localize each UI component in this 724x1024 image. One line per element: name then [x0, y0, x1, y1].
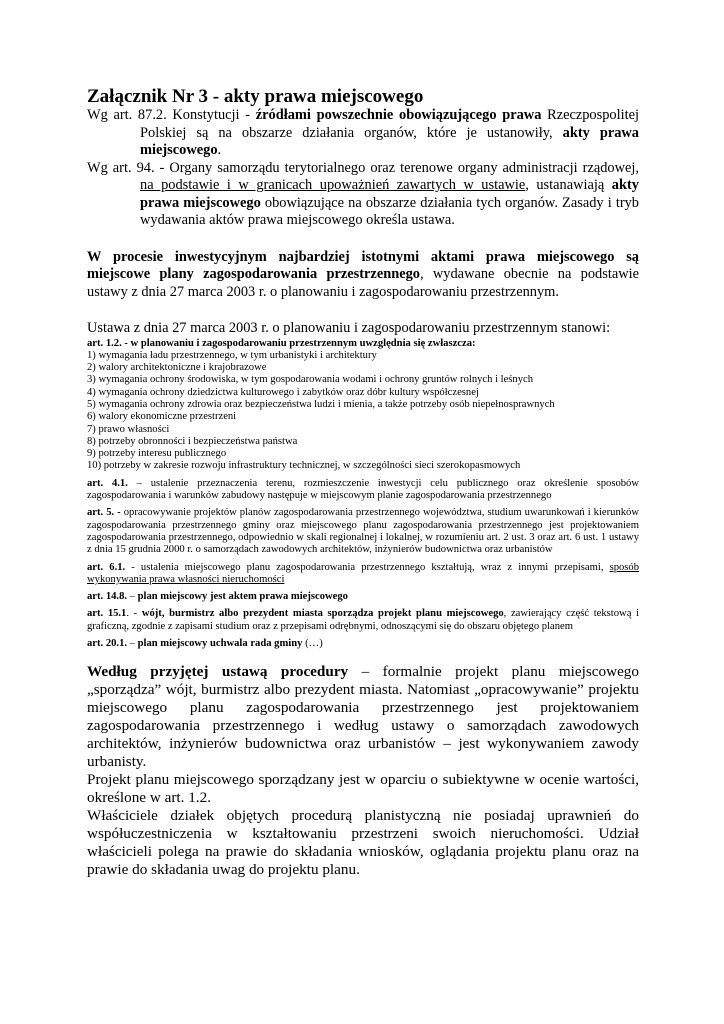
text: opracowywanie projektów planów zagospodarowania przestrzennego województwa, studium uwarunkowań i kierunków zagospodarowania przestrzennego gminy oraz miejscowego planu zagospodarowania przestrzennego jest projektowaniem zagospodarowania przestrzennego, odpowiednio w skali regionalnej i lokalnej, w rozumieniu art. 2 ust. 3 oraz art. 6 ust. 1 ustawy z dnia 15 grudnia 2000 r. o samorządach zawodowych architektów, inżynierów budownictwa oraz urbanistów	[87, 507, 639, 556]
bold-text: art. 20.1.	[87, 638, 128, 650]
bold-text: art. 4.1.	[87, 477, 128, 489]
list-item: 10) potrzeby w zakresie rozwoju infrastruktury technicznej, w szczególności sieci szerokopasmowych	[87, 460, 521, 472]
text: (…)	[302, 638, 323, 650]
bold-text: Według przyjętej ustawą procedury	[87, 663, 349, 681]
art-20-1	[87, 638, 639, 650]
list-item: 3) wymagania ochrony środowiska, w tym gospodarowania wodami i ochrony gruntów rolnych i leśnych	[87, 374, 534, 386]
bold-text: art. 15.1	[87, 608, 127, 620]
art-1-2-heading	[87, 338, 639, 350]
text: Rzeczpospolitej Polskiej są na obszarze działania organów, które je ustanowiły,	[140, 107, 640, 141]
spacer	[87, 230, 639, 249]
text: Wg art. 94. - Organy samorządu terytorialnego oraz terenowe organy administracji rządowej,	[87, 159, 639, 176]
paragraph-statute-intro: Ustawa z dnia 27 marca 2003 r. o planowaniu i zagospodarowaniu przestrzennym stanowi:	[87, 320, 611, 336]
text: –	[127, 638, 138, 650]
text: , wydawane obecnie na podstawie ustawy z dnia 27 marca 2003 r. o planowaniu i zagospodarowaniu przestrzennym.	[87, 266, 639, 300]
text: , ustanawiają	[525, 177, 612, 193]
art-1-2-list	[87, 350, 639, 473]
bold-text: art. 6.1.	[87, 561, 126, 573]
bold-text: plan miejscowy jest aktem prawa miejscowego	[137, 591, 348, 603]
underlined-text: sposób wykonywania prawa własności nieruchomości	[87, 561, 640, 585]
list-item: 4) wymagania ochrony dziedzictwa kulturowego i zabytków oraz dóbr kultury współczesnej	[87, 386, 479, 398]
bold-text: art. 14.8.	[87, 591, 128, 603]
text: , zawierający część tekstową i graficzną, zgodnie z zapisami studium oraz z przepisami odrębnymi, odnoszącymi się do obszaru objętego planem	[87, 608, 639, 632]
art-6-1	[87, 562, 639, 587]
list-item: 7) prawo własności	[87, 423, 170, 435]
text: – ustalenie przeznaczenia terenu, rozmieszczenie inwestycji celu publicznego oraz określenie sposobów zagospodarowania i warunków zabudowy następuje w miejscowym planie zagospodarowania przestrzennego	[87, 477, 639, 502]
text: –	[127, 591, 138, 603]
spacer	[87, 301, 639, 320]
text: – formalnie projekt planu miejscowego „sporządza” wójt, burmistrz albo prezydent miasta. Natomiast „opracowywanie” projektu miejscowego planu zagospodarowania przestrzennego jest projektowaniem zagospodarowania przestrzennego i według ustawy o samorządach zawodowych architektów, inżynierów budownictwa oraz urbanistów – jest wykonywaniem zawody urbanisty.	[87, 663, 639, 771]
bold-text: W procesie inwestycyjnym najbardziej istotnymi aktami prawa miejscowego są miejscowe plany zagospodarowania przestrzennego	[87, 248, 639, 282]
bold-text: akty prawa miejscowego	[140, 177, 639, 211]
art-4-1	[87, 478, 639, 503]
document-page	[87, 86, 639, 879]
art-5	[87, 507, 639, 556]
list-item: 5) wymagania ochrony zdrowia oraz bezpieczeństwa ludzi i mienia, a także potrzeby osób niepełnosprawnych	[87, 398, 555, 410]
bold-text: źródłami powszechnie obowiązującego prawa	[255, 107, 542, 123]
underlined-text: na podstawie i w granicach upoważnień zawartych w ustawie	[140, 177, 526, 193]
bold-text: wójt, burmistrz albo prezydent miasta sporządza projekt planu miejscowego	[141, 608, 504, 620]
paragraph-owners-rights: Właściciele działek objętych procedurą planistyczną nie posiadaj uprawnień do współuczestniczenia w kształtowaniu przestrzeni swoich nieruchomości. Udział właścicieli polega na prawie do składania wniosków, oglądania projektu planu oraz na prawie do składania uwag do projektu planu.	[87, 807, 639, 879]
document-title: Załącznik Nr 3 - akty prawa miejscowego	[87, 86, 424, 107]
art-15-1	[87, 608, 639, 633]
text: . -	[126, 608, 142, 620]
text: Wg art. 87.2. Konstytucji -	[87, 107, 256, 123]
list-item: 8) potrzeby obronności i bezpieczeństwa państwa	[87, 435, 298, 447]
list-item: 6) walory ekonomiczne przestrzeni	[87, 411, 237, 423]
bold-text: plan miejscowy uchwala rada gminy	[137, 638, 303, 650]
paragraph-art-94	[87, 160, 639, 230]
list-item: 1) wymagania ładu przestrzennego, w tym urbanistyki i architektury	[87, 349, 377, 361]
text: obowiązujące na obszarze działania tych organów. Zasady i tryb wydawania aktów prawa miejscowego określa ustawa.	[140, 194, 639, 228]
bold-text: art. 1.2. - w planowaniu i zagospodarowaniu przestrzennym uwzględnia się zwłaszcza:	[87, 337, 476, 349]
spacer	[87, 650, 639, 663]
bold-text: art. 5. -	[87, 507, 121, 519]
paragraph-procedure	[87, 663, 639, 771]
bold-text: akty prawa miejscowego	[140, 124, 639, 158]
text: .	[217, 142, 222, 158]
paragraph-art-87	[87, 107, 639, 160]
text: - ustalenia miejscowego planu zagospodarowania przestrzennego kształtują, wraz z innymi przepisami,	[125, 561, 610, 573]
list-item: 2) walory architektoniczne i krajobrazowe	[87, 362, 267, 374]
paragraph-subjective-values: Projekt planu miejscowego sporządzany jest w oparciu o subiektywne w ocenie wartości, określone w art. 1.2.	[87, 771, 639, 807]
list-item: 9) potrzeby interesu publicznego	[87, 448, 227, 460]
art-14-8	[87, 591, 639, 603]
paragraph-investment-process	[87, 249, 639, 302]
